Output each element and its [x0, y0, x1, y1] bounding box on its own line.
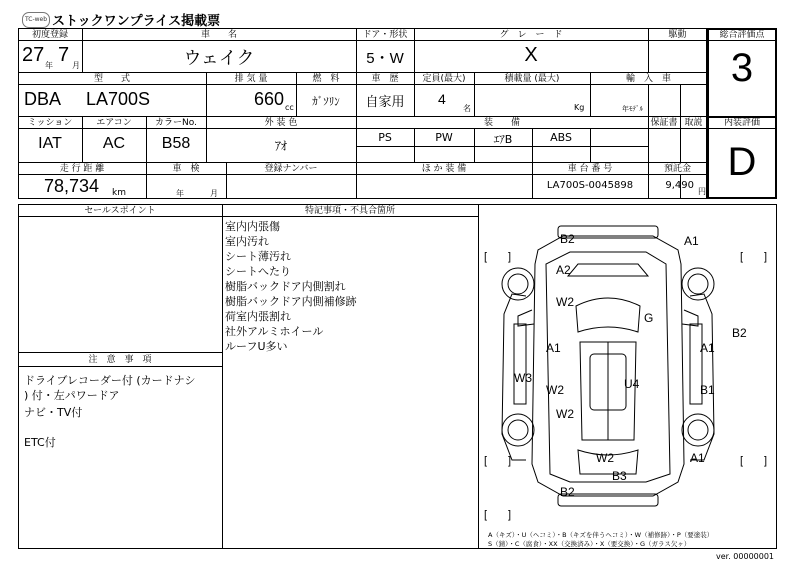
grade-value: X [524, 44, 538, 66]
mileage-unit: km [112, 188, 126, 198]
label-door-shape: ドア・形状 [362, 30, 408, 40]
mark-b2-right: B2 [732, 326, 747, 340]
note-line: 室内内張傷 [225, 220, 280, 233]
label-capacity: 定員(最大) [422, 74, 466, 84]
car-name: ウェイク [183, 48, 255, 69]
door-shape: 5・W [366, 50, 404, 67]
bracket-close: ] [764, 455, 768, 467]
note-line: 樹脂バックドア内側補修跡 [225, 295, 357, 308]
equipment-2: PW [435, 131, 453, 144]
fuel-value: ｶﾞｿﾘﾝ [312, 95, 340, 108]
displacement-value: 660 [254, 89, 285, 109]
label-model: 型 式 [93, 74, 130, 84]
equipment-1: PS [378, 131, 392, 144]
mark-b1: B1 [700, 383, 715, 397]
price-value: 9,490 [665, 180, 694, 191]
label-history: 車 歴 [371, 74, 399, 84]
model-prefix: DBA [24, 89, 62, 109]
mark-a2: A2 [556, 263, 571, 277]
label-fuel: 燃 料 [312, 74, 340, 84]
month-unit: 月 [72, 61, 80, 70]
note-line: ルーフU多い [225, 340, 288, 353]
header-logo: TC-web [22, 12, 50, 28]
caution-line: ドライブレコーダー付 (カードナシ [24, 374, 196, 387]
label-drive: 駆動 [668, 30, 687, 40]
aircon-value: AC [102, 135, 126, 152]
label-price: 預託金 [663, 164, 691, 174]
caution-title: 注 意 事 項 [88, 355, 152, 365]
label-color-no: カラーNo. [155, 118, 197, 128]
bracket-open: [ [484, 251, 488, 263]
mark-w2-left-top: W2 [556, 295, 574, 309]
note-line: シートへたり [225, 265, 291, 278]
price-unit: 円 [698, 187, 706, 196]
history-value: 自家用 [365, 95, 405, 110]
label-import: 輸 入 車 [625, 74, 671, 84]
label-warranty: 保証書 [650, 118, 678, 128]
legend-line-1: A（キズ）・U（ヘコミ）・B（キズを伴うヘコミ）・W（補修跡）・P（要塗装） [488, 531, 714, 539]
inspection-year-unit: 年 [176, 189, 184, 198]
label-chassis-no: 車 台 番 号 [567, 164, 613, 174]
label-mileage: 走 行 距 離 [59, 164, 105, 174]
mark-a1-left: A1 [546, 341, 561, 355]
exterior-color-value: ｱｵ [274, 139, 287, 153]
capacity-value: 4 [438, 91, 446, 107]
caution-line: ナビ・TV付 [24, 406, 83, 419]
mileage-value: 78,734 [44, 176, 100, 196]
note-line: 室内汚れ [225, 235, 269, 248]
note-line: 荷室内張割れ [225, 310, 291, 323]
label-car-name: 車 名 [200, 30, 237, 40]
legend-line-2: S（錆）・C（腐食）・XX（交換済み）・X（要交換）・G（ガラス欠ヶ） [488, 540, 691, 548]
caution-line [24, 420, 220, 435]
caution-list [24, 373, 220, 450]
mark-b2-top: B2 [560, 232, 575, 246]
label-first-reg: 初度登録 [31, 30, 68, 40]
year-unit: 年 [45, 61, 53, 70]
page-title: ストックワンプライス掲載票 [52, 14, 221, 29]
import-model-year: 年ﾓﾃﾞﾙ [622, 105, 643, 113]
notes-list [225, 219, 475, 354]
bracket-open: [ [484, 455, 488, 467]
label-exterior-color: 外 装 色 [264, 118, 298, 128]
label-interior-score: 内装評価 [723, 118, 760, 128]
bracket-close: ] [764, 251, 768, 263]
caution-line: ) 付・左パワードア [24, 389, 120, 402]
interior-score: D [727, 140, 757, 184]
label-inspection: 車 検 [172, 164, 200, 174]
mark-b3: B3 [612, 469, 627, 483]
bracket-close: ] [508, 455, 512, 467]
note-line: 社外アルミホイール [225, 325, 324, 338]
label-mission: ミッション [27, 118, 73, 128]
mark-w2-bottom: W2 [596, 451, 614, 465]
equipment-4: ABS [550, 131, 572, 144]
equipment-3: ｴｱB [493, 133, 513, 146]
car-damage-diagram [478, 204, 777, 549]
mission-value: IAT [38, 135, 62, 152]
bracket-open: [ [740, 251, 744, 263]
label-other-equipment: ほ か 装 備 [421, 164, 467, 174]
label-overall-score: 総合評価点 [719, 30, 765, 40]
bracket-open: [ [740, 455, 744, 467]
label-displacement: 排 気 量 [234, 74, 268, 84]
capacity-unit: 名 [463, 104, 471, 113]
mark-w2-left-low: W2 [556, 407, 574, 421]
note-line: シート薄汚れ [225, 250, 291, 263]
label-equipment: 装 備 [483, 118, 520, 128]
sales-point-title: セールスポイント [84, 206, 156, 216]
mark-w2-left-mid: W2 [546, 383, 564, 397]
first-reg-year: 27 [22, 44, 45, 66]
caution-line: ETC付 [24, 436, 56, 449]
load-unit: Kg [574, 103, 585, 112]
bracket-open: [ [484, 509, 488, 521]
mark-g: G [644, 311, 654, 325]
displacement-unit: cc [285, 103, 294, 112]
mark-w3: W3 [514, 371, 532, 385]
label-aircon: エアコン [96, 118, 132, 128]
bracket-close: ] [508, 509, 512, 521]
notes-title: 特記事項・不具合箇所 [304, 206, 395, 216]
overall-score: 3 [730, 46, 754, 90]
model-value: LA700S [86, 89, 151, 109]
color-no-value: B58 [161, 135, 191, 152]
inspection-month-unit: 月 [210, 189, 218, 198]
mark-u4: U4 [624, 377, 640, 391]
bracket-close: ] [508, 251, 512, 263]
mark-a1-top: A1 [684, 234, 699, 248]
note-line: 樹脂バックドア内側割れ [225, 280, 346, 293]
version-label: ver. 00000001 [716, 552, 775, 561]
mark-a1-right: A1 [700, 341, 715, 355]
first-reg-month: 7 [58, 44, 70, 66]
label-plate: 登録ナンバー [264, 164, 318, 174]
label-grade: グ レ ー ド [499, 30, 563, 40]
chassis-no-value: LA700S-0045898 [546, 180, 634, 191]
mark-a1-bottom: A1 [690, 451, 705, 465]
label-manual: 取説 [684, 118, 703, 128]
mark-b2-bottom: B2 [560, 485, 575, 499]
label-load: 積載量 (最大) [504, 74, 560, 84]
